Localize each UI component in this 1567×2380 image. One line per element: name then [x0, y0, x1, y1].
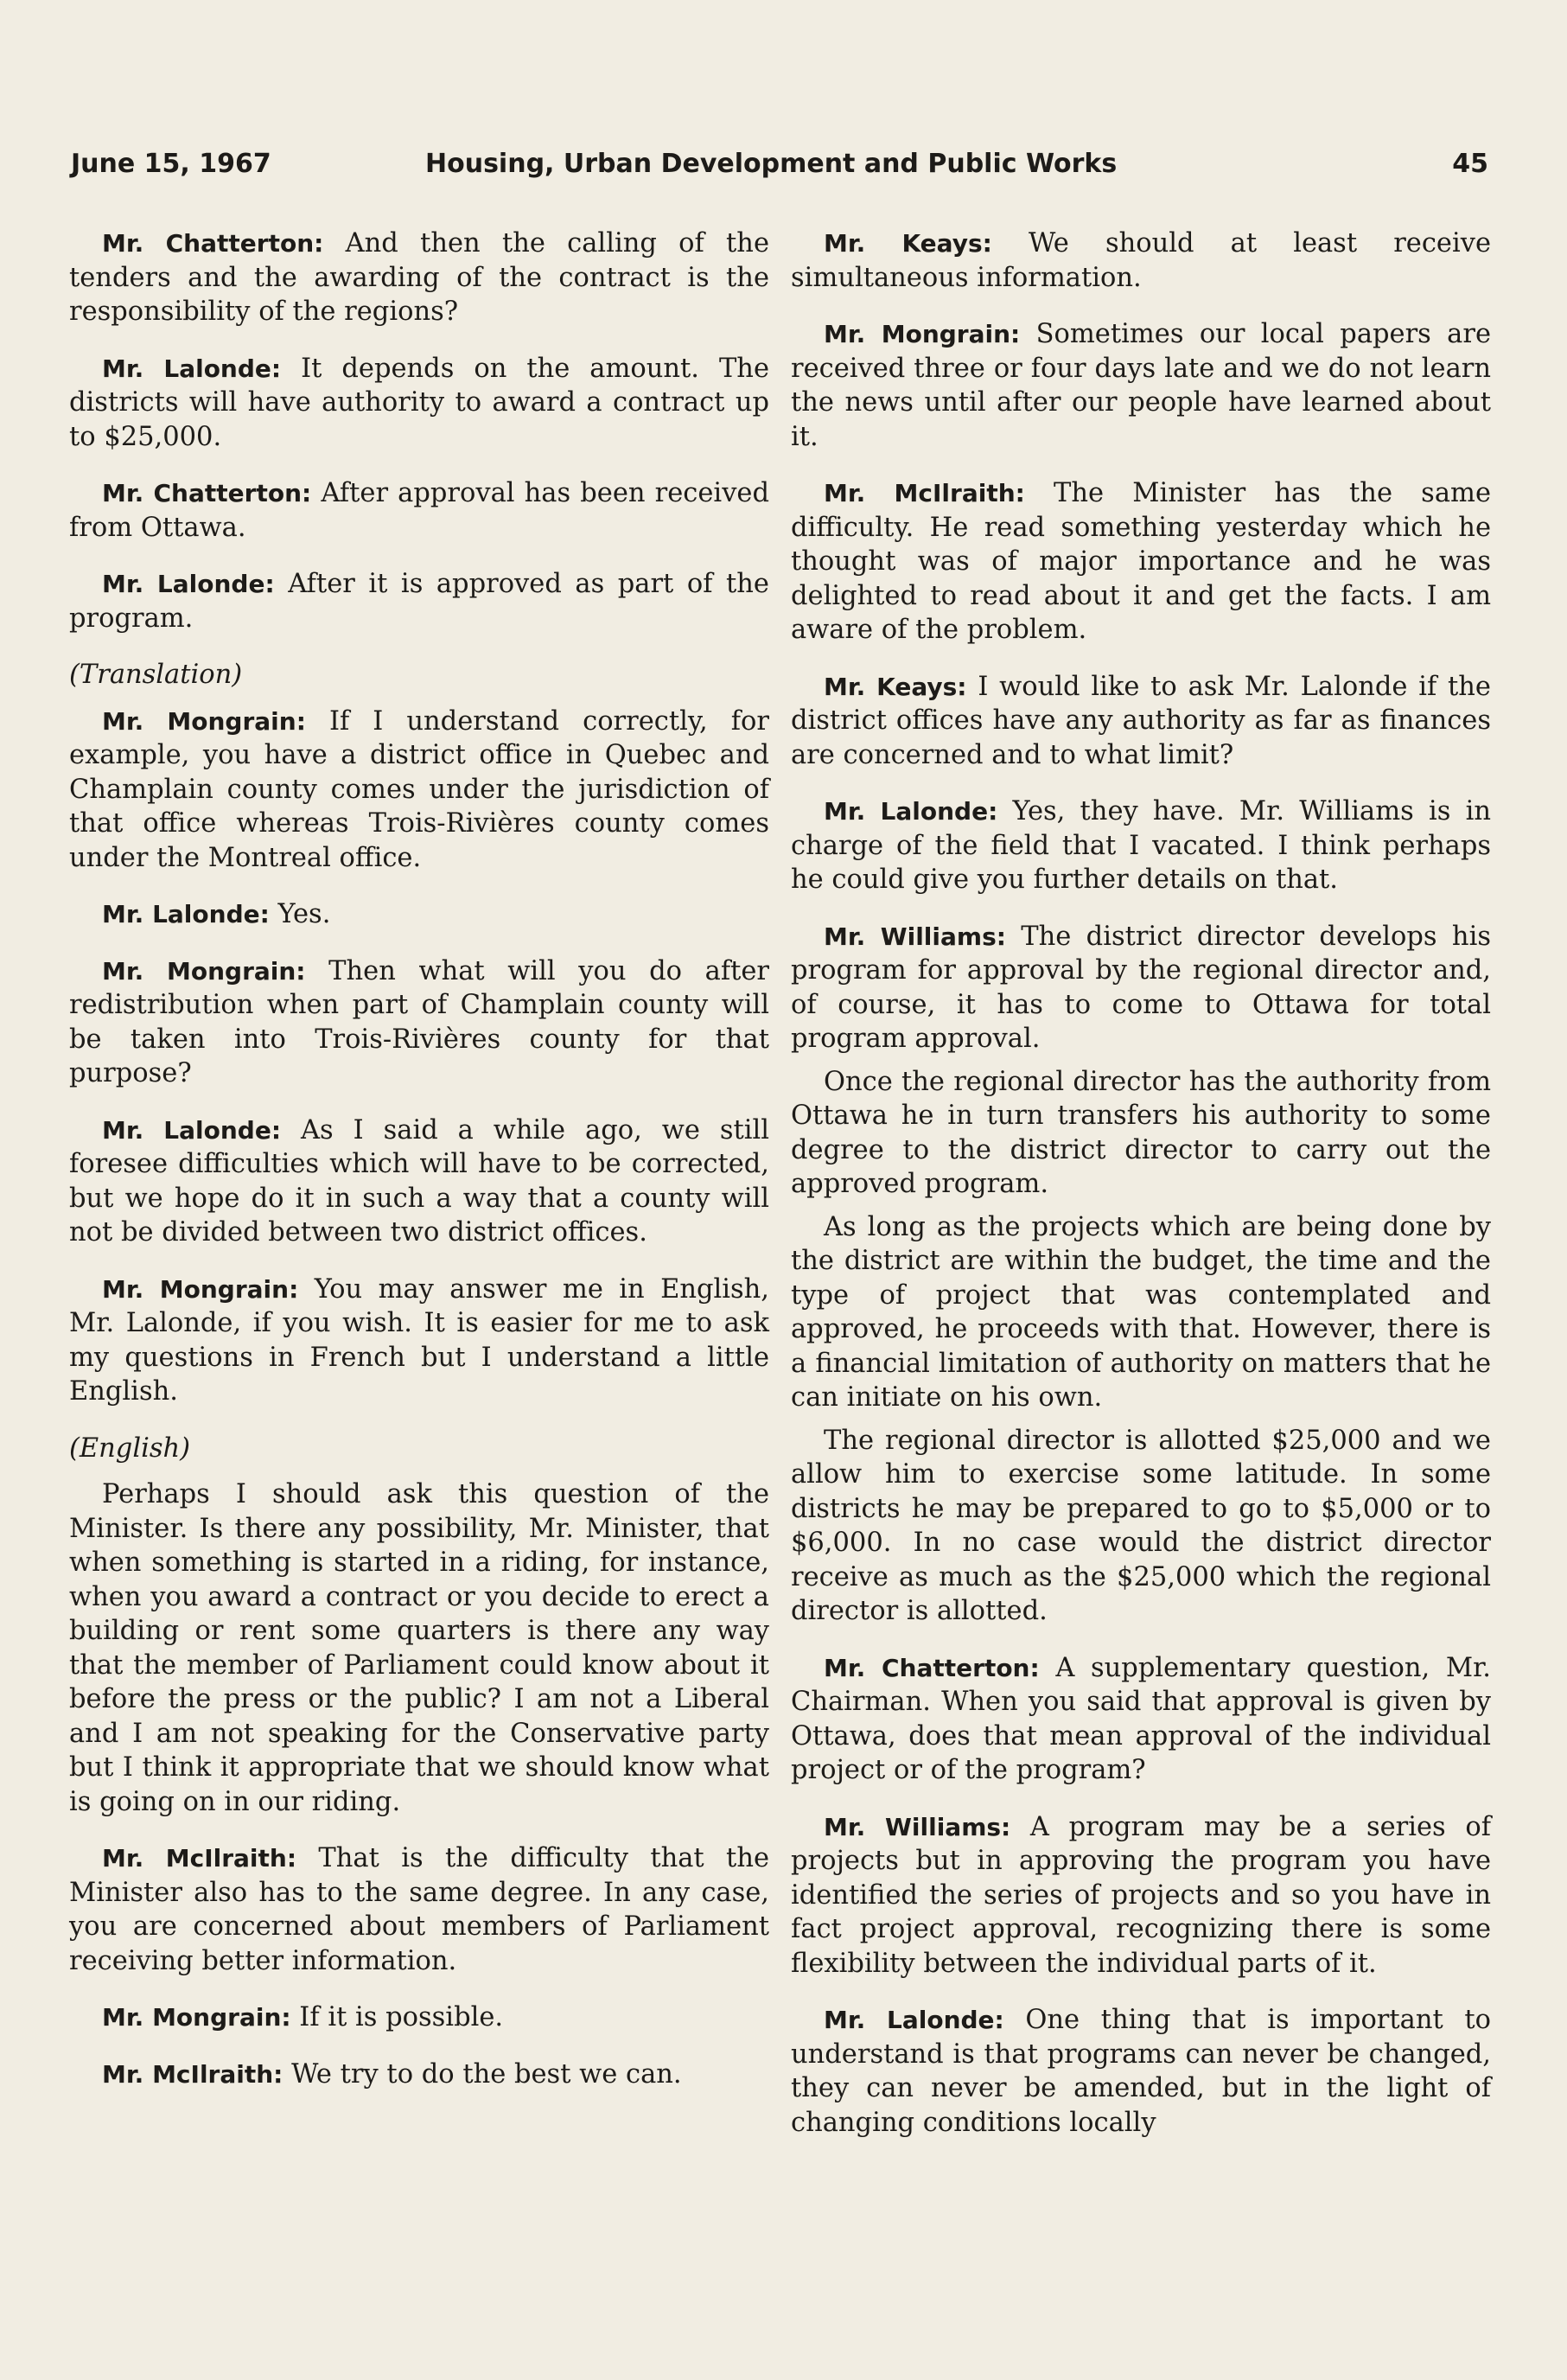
paragraph-text: Then what will you do after redistribution when part of Champlain county will be taken into Trois-Rivières county for that purpose? [69, 955, 770, 1088]
paragraph-text: One thing that is important to understand is that programs can never be changed, they can never be amended, but in the light of changing conditions locally [791, 2005, 1491, 2138]
paragraph-text: We should at least receive simultaneous information. [791, 228, 1491, 293]
speaker-name: Mr. Mongrain: [102, 956, 306, 986]
paragraph [69, 1273, 769, 1409]
paragraph-text: You may answer me in English, Mr. Lalonde, if you wish. It is easier for me to ask my questions in French but I understand a little English. [69, 1273, 769, 1407]
paragraph [69, 476, 769, 545]
paragraph-text: Yes, they have. Mr. Williams is in charge of the field that I vacated. I think perhaps he could give you further details on that. [791, 796, 1491, 895]
paragraph-text: Sometimes our local papers are received three or four days late and we do not learn the news until after our people have learned about it. [791, 319, 1491, 452]
paragraph-text: As I said a while ago, we still foresee difficulties which will have to be corrected, but we hope do it in such a way that a county will not be divided between two district offices. [69, 1114, 769, 1247]
paragraph-text: And then the calling of the tenders and the awarding of the contract is the responsibility of the regions? [69, 228, 770, 327]
paragraph-text: As long as the projects which are being done by the district are within the budget, the time and the type of project that was contemplated and approved, he proceeds with that. However, there is a financial limitation of authority on matters that he can initiate on his own. [791, 1211, 1491, 1413]
speaker-name: Mr. Williams: [824, 1812, 1011, 1841]
right-column [791, 227, 1491, 2162]
speaker-name: Mr. Chatterton: [102, 229, 324, 258]
page-header [71, 149, 1488, 192]
paragraph-text: I would like to ask Mr. Lalonde if the district offices have any authority as far as finances are concerned and to what limit? [791, 671, 1491, 770]
paragraph [69, 567, 769, 635]
speaker-name: Mr. Keays: [824, 672, 967, 701]
speaker-name: Mr. Lalonde: [102, 900, 270, 928]
paragraph [69, 1477, 769, 1819]
paragraph [69, 2058, 769, 2092]
paragraph [791, 317, 1491, 454]
paragraph [791, 227, 1491, 295]
paragraph [69, 352, 769, 455]
paragraph-text: Yes. [277, 899, 331, 929]
paragraph [69, 705, 769, 876]
paragraph [791, 476, 1491, 648]
speaker-name: Mr. Mongrain: [102, 1274, 299, 1304]
paragraph [791, 1424, 1491, 1629]
speaker-name: Mr. Lalonde: [102, 1115, 282, 1145]
paragraph [791, 920, 1491, 1056]
paragraph [69, 1841, 769, 1978]
paragraph-text: It depends on the amount. The districts will have authority to award a contract up to $25,000. [69, 353, 769, 452]
speaker-name: Mr. Lalonde: [102, 354, 282, 383]
left-column [69, 227, 769, 2114]
paragraph [69, 227, 769, 329]
paragraph-text: We try to do the best we can. [291, 2058, 682, 2090]
paragraph-text: The regional director is allotted $25,000 and we allow him to exercise some latitude. In some districts he may be prepared to go to $5,000 or to $6,000. In no case would the district director receive as much as the $25,000 which the regional director is allotted. [791, 1425, 1491, 1626]
speaker-name: Mr. Mongrain: [102, 706, 306, 736]
speaker-name: Mr. Mongrain: [102, 2003, 291, 2032]
language-note: (English) [69, 1432, 191, 1464]
paragraph [791, 670, 1491, 773]
speaker-name: Mr. McIlraith: [824, 479, 1025, 507]
speaker-name: Mr. Williams: [824, 922, 1006, 951]
paragraph-text: That is the difficulty that the Minister also has to the same degree. In any case, you are concerned about members of Parliament receiving better information. [69, 1843, 770, 1976]
paragraph-text: After it is approved as part of the program. [69, 569, 769, 634]
paragraph [791, 1210, 1491, 1415]
paragraph-text: Once the regional director has the authority from Ottawa he in turn transfers his authority to some degree to the district director to carry out the approved program. [791, 1066, 1491, 1199]
paragraph-text: The Minister has the same difficulty. He read something yesterday which he thought was of major importance and he was delighted to read about it and get the facts. I am aware of the problem. [791, 478, 1491, 645]
speaker-name: Mr. Keays: [824, 229, 992, 258]
paragraph [69, 1113, 769, 1250]
paragraph [791, 1810, 1491, 1981]
speaker-name: Mr. Lalonde: [102, 570, 275, 598]
paragraph [69, 954, 769, 1091]
speaker-name: Mr. McIlraith: [102, 2059, 283, 2089]
paragraph [791, 1065, 1491, 1202]
paragraph [69, 2000, 769, 2035]
header-date: June 15, 1967 [71, 149, 271, 179]
speaker-name: Mr. Mongrain: [824, 320, 1021, 348]
paragraph [791, 1651, 1491, 1788]
page-number: 45 [1452, 149, 1488, 179]
paragraph-text: Perhaps I should ask this question of the Minister. Is there any possibility, Mr. Minister, that when something is started in a riding, for instance, when you award a contract or you decide to erect a building or rent some quarters is there any way that the member of Parliament could know about it before the press or the public? I am not a Liberal and I am not speaking for the Conservative party but I think it appropriate that we should know what is going on in our riding. [69, 1479, 769, 1817]
speaker-name: Mr. Chatterton: [824, 1653, 1040, 1682]
paragraph-text: The district director develops his program for approval by the regional director and, of course, it has to come to Ottawa for total program approval. [791, 921, 1491, 1054]
header-title: Housing, Urban Development and Public Works [425, 149, 1118, 179]
paragraph-text: If it is possible. [299, 2002, 504, 2032]
speaker-name: Mr. Lalonde: [824, 2006, 1004, 2034]
paragraph-text: After approval has been received from Ottawa. [69, 478, 769, 543]
paragraph [791, 2003, 1491, 2140]
speaker-name: Mr. Chatterton: [102, 479, 312, 507]
paragraph-text: A supplementary question, Mr. Chairman. When you said that approval is given by Ottawa, does that mean approval of the individual project or of the program? [791, 1652, 1491, 1785]
speaker-name: Mr. Lalonde: [824, 797, 998, 826]
paragraph-text: A program may be a series of projects but in approving the program you have identified the series of projects and so you have in fact project approval, recognizing there is some flexibility between the individual parts of it. [791, 1811, 1491, 1979]
paragraph-text: If I understand correctly, for example, you have a district office in Quebec and Champlain county comes under the jurisdiction of that office whereas Trois-Rivières county comes under the Montreal office. [69, 705, 769, 873]
paragraph [69, 897, 769, 932]
speaker-name: Mr. McIlraith: [102, 1844, 297, 1873]
language-note: (Translation) [69, 660, 243, 690]
paragraph [791, 794, 1491, 897]
